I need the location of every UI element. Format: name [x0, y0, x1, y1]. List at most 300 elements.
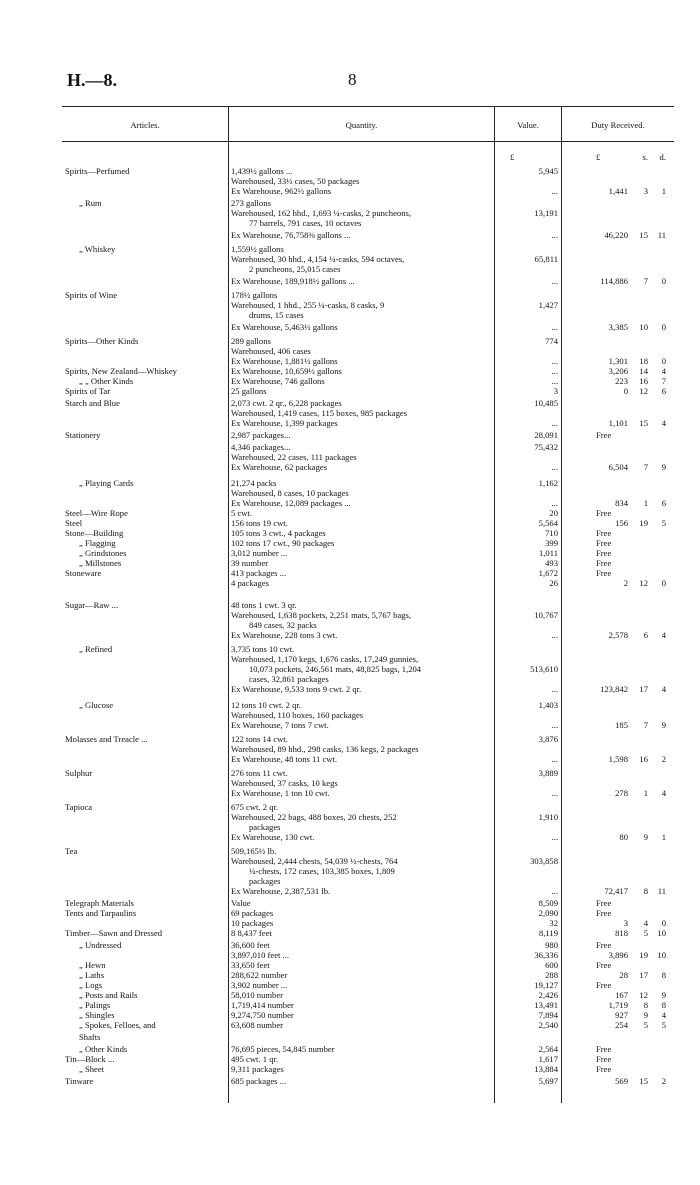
article-cell: [65, 778, 225, 788]
duty-cell: [564, 832, 674, 842]
duty-pounds: Free: [596, 548, 612, 558]
article-label: Tea: [65, 846, 78, 856]
duty-cell: [564, 856, 674, 866]
duty-cell: [564, 734, 674, 744]
articles-column-header: Articles.: [130, 120, 160, 130]
article-cell: [65, 940, 225, 950]
article-label: Telegraph Materials: [65, 898, 134, 908]
article-cell: [65, 548, 225, 558]
article-label: „ Sheet: [79, 1064, 105, 1074]
duty-shillings: 17: [639, 684, 648, 694]
duty-pounds: 1,441: [608, 186, 628, 196]
duty-cell: [564, 498, 674, 508]
article-cell: [65, 970, 225, 980]
article-cell: [65, 218, 225, 228]
duty-cell: [564, 508, 674, 518]
duty-cell: [564, 960, 674, 970]
article-label: „ Whiskey: [79, 244, 116, 254]
duty-pounds: 223: [615, 376, 628, 386]
article-label: [65, 310, 66, 320]
article-cell: [65, 230, 225, 240]
article-label: Spirits—Perfumed: [65, 166, 130, 176]
duty-cell: [564, 386, 674, 396]
quantity-cell: Ex Warehouse, 9,533 tons 9 cwt. 2 qr.: [231, 684, 362, 694]
duty-cell: [564, 812, 674, 822]
value-cell: 2,426: [538, 990, 558, 1000]
duty-pounds: 927: [615, 1010, 628, 1020]
quantity-cell: 39 number: [231, 558, 268, 568]
article-cell: [65, 356, 225, 366]
article-label: [65, 788, 66, 798]
duty-shillings: 17: [639, 970, 648, 980]
duty-pence: 4: [661, 788, 666, 798]
article-label: Spirits of Wine: [65, 290, 118, 300]
article-label: „ Playing Cards: [79, 478, 134, 488]
duty-shillings: 19: [639, 950, 648, 960]
article-cell: [65, 462, 225, 472]
value-cell: ...: [551, 720, 558, 730]
duty-pounds: 28: [619, 970, 628, 980]
duty-pence: 4: [661, 418, 666, 428]
quantity-cell: 12 tons 10 cwt. 2 qr.: [231, 700, 301, 710]
duty-cell: [564, 980, 674, 990]
article-label: „ Spokes, Felloes, and: [79, 1020, 156, 1030]
duty-pounds: Free: [596, 430, 612, 440]
article-cell: [65, 518, 225, 528]
duty-pounds: 72,417: [604, 886, 628, 896]
article-cell: [65, 734, 225, 744]
duty-pence: 6: [661, 386, 666, 396]
article-cell: [65, 478, 225, 488]
duty-shillings: 12: [639, 990, 648, 1000]
duty-pounds: 3,385: [608, 322, 628, 332]
article-cell: [65, 620, 225, 630]
quantity-cell: Ex Warehouse, 12,089 packages ...: [231, 498, 351, 508]
article-label: [65, 674, 66, 684]
quantity-cell: 8 8,437 feet: [231, 928, 272, 938]
duty-pounds: Free: [596, 960, 612, 970]
quantity-cell: 1,439½ gallons ...: [231, 166, 293, 176]
article-label: [65, 300, 66, 310]
article-label: [65, 630, 66, 640]
value-cell: 2,540: [538, 1020, 558, 1030]
article-cell: [65, 568, 225, 578]
quantity-cell: 156 tons 19 cwt.: [231, 518, 288, 528]
duty-pence: 10: [657, 950, 666, 960]
article-cell: [65, 710, 225, 720]
duty-pence: 2: [661, 754, 666, 764]
quantity-cell: Warehoused, 1 hhd., 255 ¼-casks, 8 casks, 9: [231, 300, 385, 310]
quantity-cell: 685 packages ...: [231, 1076, 287, 1086]
article-label: Stone—Building: [65, 528, 124, 538]
quantity-cell: 10,073 pockets, 246,561 mats, 48,825 bags, 1,204: [249, 664, 422, 674]
page-number: 8: [348, 70, 357, 89]
quantity-cell: 105 tons 3 cwt., 4 packages: [231, 528, 326, 538]
duty-cell: [564, 336, 674, 346]
value-column-header: Value.: [517, 120, 539, 130]
value-cell: 19,127: [534, 980, 558, 990]
duty-cell: [564, 1076, 674, 1086]
duty-cell: [564, 610, 674, 620]
article-label: Steel—Wire Rope: [65, 508, 128, 518]
duty-shillings: 7: [643, 462, 648, 472]
quantity-cell: Warehoused, 1,170 kegs, 1,676 casks, 17,249 gunnies,: [231, 654, 419, 664]
duty-shillings: 15: [639, 230, 648, 240]
article-label: Stationery: [65, 430, 101, 440]
quantity-cell: Warehoused, 110 boxes, 160 packages: [231, 710, 364, 720]
article-cell: [65, 1000, 225, 1010]
duty-pence: 4: [661, 366, 666, 376]
value-cell: 5,697: [538, 1076, 558, 1086]
article-cell: [65, 802, 225, 812]
article-cell: [65, 866, 225, 876]
article-label: [65, 684, 66, 694]
duty-shillings: 9: [643, 832, 648, 842]
duty-cell: [564, 218, 674, 228]
duty-shillings: 16: [639, 754, 648, 764]
value-cell: 32: [549, 918, 558, 928]
duty-cell: [564, 950, 674, 960]
article-cell: [65, 264, 225, 274]
quantity-cell: Warehoused, 8 cases, 10 packages: [231, 488, 349, 498]
quantity-cell: cases, 32,861 packages: [249, 674, 329, 684]
article-label: „ Millstones: [79, 558, 122, 568]
duty-cell: [564, 208, 674, 218]
duty-pence: 11: [657, 886, 666, 896]
duty-cell: [564, 488, 674, 498]
duty-pence: 7: [661, 376, 666, 386]
value-cell: 980: [545, 940, 558, 950]
value-cell: ...: [551, 230, 558, 240]
article-cell: [65, 442, 225, 452]
duty-cell: [564, 1000, 674, 1010]
duty-cell: [564, 644, 674, 654]
article-cell: [65, 508, 225, 518]
duty-shillings: 14: [639, 366, 648, 376]
value-cell: 774: [545, 336, 558, 346]
duty-cell: [564, 886, 674, 896]
article-cell: [65, 208, 225, 218]
quantity-cell: 675 cwt. 2 qr.: [231, 802, 279, 812]
duty-pence: 0: [661, 276, 666, 286]
article-label: [65, 264, 66, 274]
duty-cell: [564, 478, 674, 488]
header-bottom-rule: [62, 141, 674, 142]
duty-pence: 8: [661, 970, 666, 980]
value-cell: 2,564: [538, 1044, 558, 1054]
article-label: [65, 452, 66, 462]
article-cell: [65, 928, 225, 938]
quantity-cell: ¼-chests, 172 cases, 103,385 boxes, 1,809: [249, 866, 395, 876]
duty-pence: 9: [661, 462, 666, 472]
duty-cell: [564, 620, 674, 630]
duty-cell: [564, 538, 674, 548]
duty-pence: 0: [661, 918, 666, 928]
article-cell: [65, 664, 225, 674]
duty-shillings: 12: [639, 386, 648, 396]
article-label: [65, 950, 66, 960]
quantity-cell: 1,719,414 number: [231, 1000, 294, 1010]
article-label: Spirits of Tar: [65, 386, 111, 396]
duty-shillings: 4: [643, 918, 648, 928]
quantity-cell: 1,559½ gallons: [231, 244, 284, 254]
article-label: Tinware: [65, 1076, 94, 1086]
duty-shillings: 15: [639, 1076, 648, 1086]
quantity-cell: Ex Warehouse, 1,399 packages: [231, 418, 338, 428]
duty-cell: [564, 822, 674, 832]
article-label: [65, 918, 66, 928]
article-label: „ Other Kinds: [79, 1044, 128, 1054]
duty-cell: [564, 654, 674, 664]
value-cell: 13,491: [534, 1000, 558, 1010]
duty-pounds: Free: [596, 538, 612, 548]
duty-pounds: Free: [596, 1064, 612, 1074]
article-label: [65, 254, 66, 264]
duty-pounds: 278: [615, 788, 628, 798]
duty-cell: [564, 398, 674, 408]
article-label: „ Shingles: [79, 1010, 115, 1020]
quantity-cell: Warehoused, 1,638 pockets, 2,251 mats, 5,767 bags,: [231, 610, 411, 620]
article-label: [65, 710, 66, 720]
duty-pence: 5: [661, 518, 666, 528]
quantity-cell: 33,650 feet: [231, 960, 270, 970]
duty-cell: [564, 430, 674, 440]
quantity-cell: 77 barrels, 791 cases, 10 octaves: [249, 218, 362, 228]
article-label: [65, 664, 66, 674]
quantity-cell: 63,608 number: [231, 1020, 284, 1030]
duty-cell: [564, 356, 674, 366]
duty-pence-unit: d.: [659, 152, 666, 162]
duty-pounds: 185: [615, 720, 628, 730]
article-label: [65, 442, 66, 452]
duty-pounds: Free: [596, 508, 612, 518]
value-cell: 26: [549, 578, 558, 588]
article-label: [65, 356, 66, 366]
duty-cell: [564, 310, 674, 320]
article-cell: [65, 498, 225, 508]
duty-pounds: 818: [615, 928, 628, 938]
value-cell: 710: [545, 528, 558, 538]
article-label: [65, 208, 66, 218]
article-label: Spirits—Other Kinds: [65, 336, 139, 346]
quantity-cell: 69 packages: [231, 908, 274, 918]
quantity-cell: 3,735 tons 10 cwt.: [231, 644, 295, 654]
quantity-cell: Ex Warehouse, 5,463½ gallons: [231, 322, 338, 332]
article-cell: [65, 990, 225, 1000]
article-cell: [65, 322, 225, 332]
article-label: [65, 778, 66, 788]
duty-shillings: 7: [643, 720, 648, 730]
value-cell: 1,672: [538, 568, 558, 578]
quantity-cell: Ex Warehouse, 2,387,531 lb.: [231, 886, 331, 896]
duty-pounds: 1,598: [608, 754, 628, 764]
article-label: „ Refined: [79, 644, 113, 654]
article-label: [65, 720, 66, 730]
quantity-cell: Ex Warehouse, 7 tons 7 cwt.: [231, 720, 329, 730]
duty-pence: 6: [661, 498, 666, 508]
article-label: [65, 620, 66, 630]
duty-shillings: 6: [643, 630, 648, 640]
duty-cell: [564, 548, 674, 558]
quantity-cell: Ex Warehouse, 76,758⅜ gallons ...: [231, 230, 351, 240]
duty-pounds: Free: [596, 1054, 612, 1064]
duty-shillings: 7: [643, 276, 648, 286]
duty-cell: [564, 710, 674, 720]
value-cell: ...: [551, 366, 558, 376]
article-cell: [65, 346, 225, 356]
report-reference: H.—8.: [67, 70, 118, 90]
article-cell: [65, 1054, 225, 1064]
value-cell: 1,162: [538, 478, 558, 488]
value-unit: £: [510, 152, 515, 162]
value-cell: 10,485: [534, 398, 558, 408]
article-label: „ Grindstones: [79, 548, 127, 558]
duty-cell: [564, 778, 674, 788]
article-cell: [65, 430, 225, 440]
article-label: [65, 276, 66, 286]
article-label: „ Glucose: [79, 700, 114, 710]
article-label: [65, 822, 66, 832]
duty-shillings: 8: [643, 1000, 648, 1010]
value-cell: 3: [553, 386, 558, 396]
duty-pounds: 1,301: [608, 356, 628, 366]
quantity-cell: Ex Warehouse, 228 tons 3 cwt.: [231, 630, 338, 640]
article-cell: [65, 822, 225, 832]
quantity-cell: Warehoused, 1,419 cases, 115 boxes, 985 packages: [231, 408, 408, 418]
quantity-cell: 4 packages: [231, 578, 269, 588]
article-cell: [65, 788, 225, 798]
article-cell: [65, 244, 225, 254]
duty-cell: [564, 754, 674, 764]
quantity-cell: Value: [231, 898, 251, 908]
duty-cell: [564, 528, 674, 538]
duty-pounds: 2: [623, 578, 628, 588]
duty-shillings: 3: [643, 186, 648, 196]
article-cell: [65, 918, 225, 928]
duty-pounds: 3: [623, 918, 628, 928]
value-cell: ...: [551, 276, 558, 286]
quantity-cell: 178½ gallons: [231, 290, 278, 300]
value-cell: ...: [551, 886, 558, 896]
article-label: Sugar—Raw ...: [65, 600, 118, 610]
article-label: „ Flagging: [79, 538, 116, 548]
value-cell: 5,564: [538, 518, 558, 528]
article-cell: [65, 418, 225, 428]
quantity-cell: Ex Warehouse, 1 ton 10 cwt.: [231, 788, 330, 798]
article-label: [65, 754, 66, 764]
duty-cell: [564, 418, 674, 428]
article-cell: [65, 812, 225, 822]
duty-cell: [564, 866, 674, 876]
article-cell: [65, 290, 225, 300]
value-cell: 65,811: [534, 254, 558, 264]
article-cell: [65, 366, 225, 376]
table-top-rule: [62, 106, 674, 107]
article-cell: [65, 744, 225, 754]
duty-cell: [564, 366, 674, 376]
article-label: [65, 218, 66, 228]
quantity-cell: 413 packages ...: [231, 568, 287, 578]
article-cell: [65, 674, 225, 684]
duty-pound-unit: £: [596, 152, 601, 162]
quantity-cell: Warehoused, 37 casks, 10 kegs: [231, 778, 338, 788]
quantity-cell: 2 puncheons, 25,015 cases: [249, 264, 341, 274]
article-cell: [65, 856, 225, 866]
value-cell: 1,403: [538, 700, 558, 710]
duty-pounds: 254: [615, 1020, 628, 1030]
value-cell: 288: [545, 970, 558, 980]
duty-pence: 9: [661, 720, 666, 730]
quantity-cell: Warehoused, 2,444 chests, 54,039 ½-chests, 764: [231, 856, 398, 866]
duty-cell: [564, 244, 674, 254]
article-label: Tents and Tarpaulins: [65, 908, 137, 918]
duty-cell: [564, 674, 674, 684]
article-cell: [65, 768, 225, 778]
duty-cell: [564, 928, 674, 938]
quantity-cell: 5 cwt.: [231, 508, 253, 518]
duty-pence: 2: [661, 1076, 666, 1086]
quantity-cell: Ex Warehouse, 10,659½ gallons: [231, 366, 342, 376]
article-cell: [65, 600, 225, 610]
duty-cell: [564, 254, 674, 264]
duty-pounds: 3,896: [608, 950, 628, 960]
value-cell: 1,910: [538, 812, 558, 822]
value-cell: 8,509: [538, 898, 558, 908]
duty-shillings: 8: [643, 886, 648, 896]
duty-cell: [564, 300, 674, 310]
article-label: [65, 812, 66, 822]
article-label: „ Laths: [79, 970, 105, 980]
duty-pounds: 569: [615, 1076, 628, 1086]
article-cell: [65, 176, 225, 186]
duty-cell: [564, 442, 674, 452]
quantity-cell: 76,695 pieces, 54,845 number: [231, 1044, 335, 1054]
value-cell: ...: [551, 376, 558, 386]
article-label: [65, 654, 66, 664]
quantity-cell: Ex Warehouse, 48 tons 11 cwt.: [231, 754, 337, 764]
value-cell: ...: [551, 684, 558, 694]
duty-pounds: 156: [615, 518, 628, 528]
quantity-cell: 58,010 number: [231, 990, 284, 1000]
article-label: [65, 408, 66, 418]
value-cell: 20: [549, 508, 558, 518]
duty-cell: [564, 346, 674, 356]
article-cell: [65, 386, 225, 396]
duty-shillings: 12: [639, 578, 648, 588]
duty-cell: [564, 684, 674, 694]
duty-cell: [564, 876, 674, 886]
duty-pence: 0: [661, 322, 666, 332]
value-cell: 493: [545, 558, 558, 568]
article-label: [65, 578, 66, 588]
duty-shillings: 1: [643, 788, 648, 798]
article-label: Starch and Blue: [65, 398, 120, 408]
duty-cell: [564, 1032, 674, 1042]
duty-pence: 1: [661, 186, 666, 196]
quantity-cell: 289 gallons: [231, 336, 271, 346]
duty-shillings: 1: [643, 498, 648, 508]
duty-pounds: 114,886: [600, 276, 628, 286]
value-cell: 7,894: [538, 1010, 558, 1020]
article-cell: [65, 1044, 225, 1054]
article-label: „ Rum: [79, 198, 102, 208]
value-cell: 303,858: [530, 856, 558, 866]
article-label: Steel: [65, 518, 83, 528]
duty-pounds: 834: [615, 498, 628, 508]
duty-cell: [564, 452, 674, 462]
duty-pounds: 1,719: [608, 1000, 628, 1010]
article-cell: [65, 1032, 225, 1042]
